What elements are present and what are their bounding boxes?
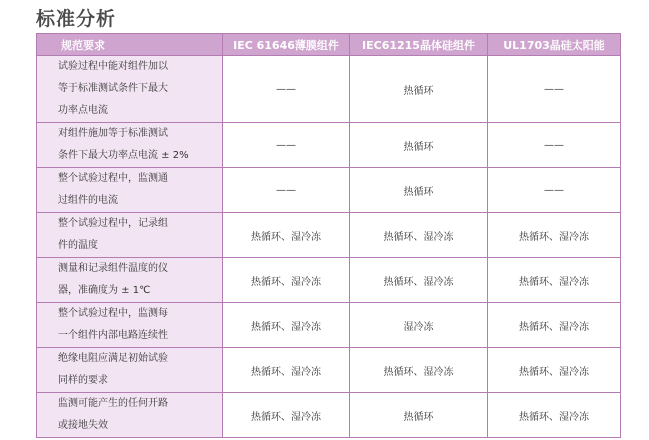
header-ul1703: UL1703晶硅太阳能 xyxy=(488,34,621,56)
iec61646-cell: —— xyxy=(223,123,350,168)
ul1703-cell: —— xyxy=(488,123,621,168)
requirement-line: 一个组件内部电路连续性 xyxy=(58,330,168,341)
iec61215-cell: 热循环、湿冷冻 xyxy=(350,213,488,258)
requirement-cell xyxy=(37,303,223,348)
iec61646-cell: 热循环、湿冷冻 xyxy=(223,303,350,348)
iec61215-cell: 热循环、湿冷冻 xyxy=(350,258,488,303)
table-row xyxy=(37,348,621,393)
ul1703-cell: 热循环、湿冷冻 xyxy=(488,213,621,258)
requirement-line: 器，准确度为 ± 1℃ xyxy=(58,285,151,296)
requirement-cell xyxy=(37,123,223,168)
requirement-line: 整个试验过程中，监测每 xyxy=(58,308,168,319)
requirement-cell xyxy=(37,393,223,438)
requirement-line: 等于标准测试条件下最大 xyxy=(58,83,168,94)
table-row xyxy=(37,213,621,258)
ul1703-cell: —— xyxy=(488,168,621,213)
iec61215-cell: 热循环 xyxy=(350,393,488,438)
ul1703-cell: 热循环、湿冷冻 xyxy=(488,303,621,348)
iec61646-cell: —— xyxy=(223,56,350,123)
requirement-line: 过组件的电流 xyxy=(58,195,118,206)
header-requirement: 规范要求 xyxy=(37,34,223,56)
table-row xyxy=(37,56,621,123)
table-row xyxy=(37,123,621,168)
iec61215-cell: 热循环 xyxy=(350,168,488,213)
ul1703-cell: 热循环、湿冷冻 xyxy=(488,258,621,303)
page-title: 标准分析 xyxy=(36,8,117,30)
table-row xyxy=(37,393,621,438)
requirement-line: 整个试验过程中，记录组 xyxy=(58,218,168,229)
table-row xyxy=(37,303,621,348)
iec61646-cell: 热循环、湿冷冻 xyxy=(223,258,350,303)
iec61646-cell: 热循环、湿冷冻 xyxy=(223,348,350,393)
requirement-line: 整个试验过程中，监测通 xyxy=(58,173,168,184)
table-row xyxy=(37,258,621,303)
requirement-cell xyxy=(37,56,223,123)
requirement-line: 测量和记录组件温度的仪 xyxy=(58,263,168,274)
requirement-cell xyxy=(37,213,223,258)
iec61215-cell: 热循环 xyxy=(350,56,488,123)
iec61646-cell: —— xyxy=(223,168,350,213)
standards-comparison-table xyxy=(36,33,621,438)
iec61646-cell: 热循环、湿冷冻 xyxy=(223,393,350,438)
table-header-row xyxy=(37,34,621,56)
requirement-cell xyxy=(37,168,223,213)
iec61646-cell: 热循环、湿冷冻 xyxy=(223,213,350,258)
table-row xyxy=(37,168,621,213)
header-iec61646: IEC 61646薄膜组件 xyxy=(223,34,350,56)
requirement-line: 条件下最大功率点电流 ± 2% xyxy=(58,150,189,161)
ul1703-cell: 热循环、湿冷冻 xyxy=(488,348,621,393)
requirement-line: 件的温度 xyxy=(58,240,98,251)
header-iec61215: IEC61215晶体硅组件 xyxy=(350,34,488,56)
iec61215-cell: 热循环 xyxy=(350,123,488,168)
requirement-line: 绝缘电阻应满足初始试验 xyxy=(58,353,168,364)
requirement-line: 对组件施加等于标准测试 xyxy=(58,128,168,139)
iec61215-cell: 湿冷冻 xyxy=(350,303,488,348)
ul1703-cell: 热循环、湿冷冻 xyxy=(488,393,621,438)
requirement-cell xyxy=(37,258,223,303)
requirement-cell xyxy=(37,348,223,393)
requirement-line: 或接地失效 xyxy=(58,420,108,431)
requirement-line: 功率点电流 xyxy=(58,105,108,116)
iec61215-cell: 热循环、湿冷冻 xyxy=(350,348,488,393)
requirement-line: 试验过程中能对组件加以 xyxy=(58,61,168,72)
requirement-line: 监测可能产生的任何开路 xyxy=(58,398,168,409)
requirement-line: 同样的要求 xyxy=(58,375,108,386)
ul1703-cell: —— xyxy=(488,56,621,123)
